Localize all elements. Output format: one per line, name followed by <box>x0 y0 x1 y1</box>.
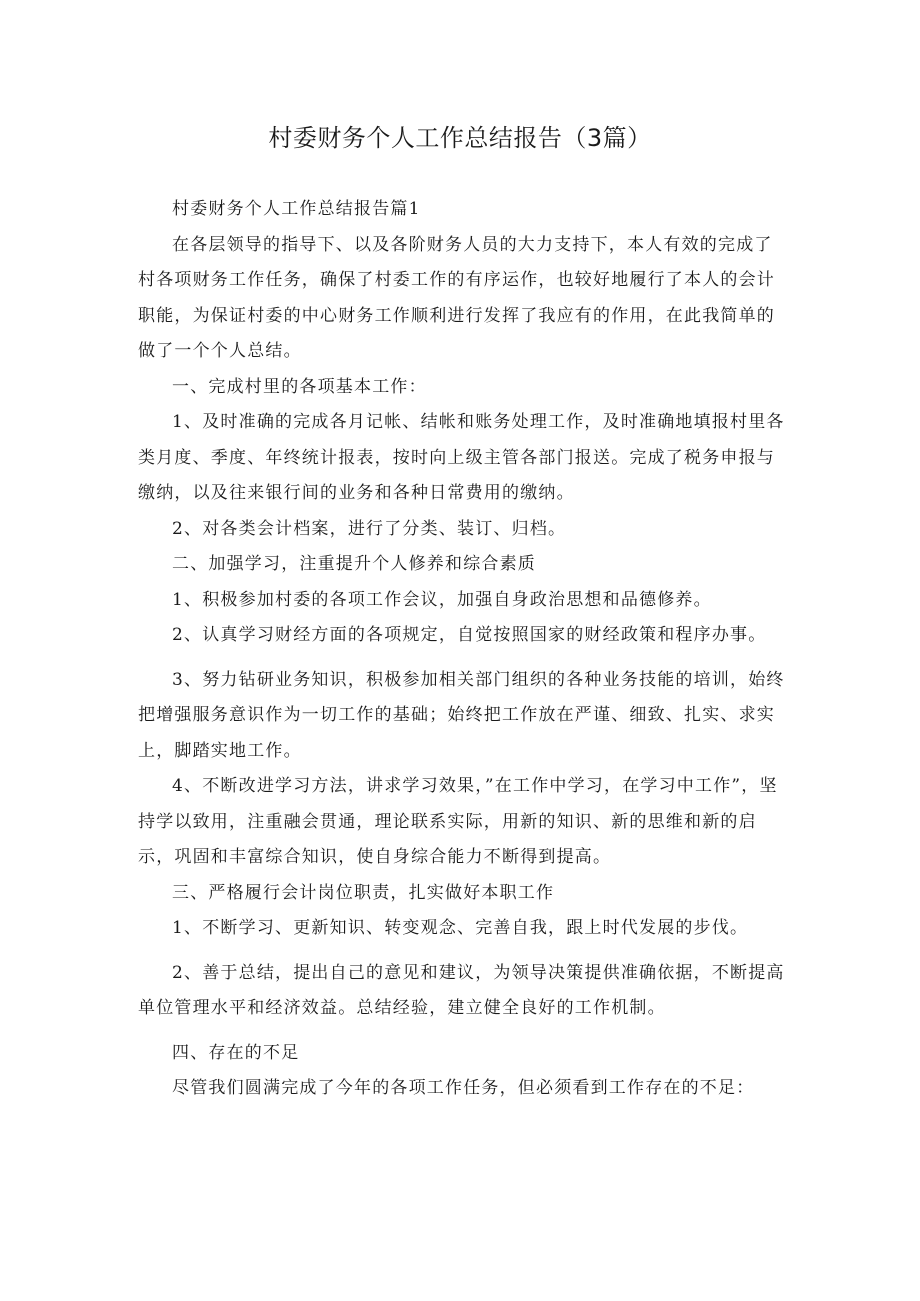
section-heading: 村委财务个人工作总结报告篇1 <box>172 199 421 219</box>
section-heading: 三、严格履行会计岗位职责，扎实做好本职工作 <box>172 882 555 903</box>
paragraph: 2、认真学习财经方面的各项规定，自觉按照国家的财经政策和程序办事。 <box>172 625 767 645</box>
section-heading: 四、存在的不足 <box>172 1042 300 1063</box>
document-title: 村委财务个人工作总结报告（3篇） <box>268 124 652 152</box>
paragraph: 2、对各类会计档案，进行了分类、装订、归档。 <box>172 518 567 539</box>
paragraph: 1、不断学习、更新知识、转变观念、完善自我，跟上时代发展的步伐。 <box>172 918 749 938</box>
paragraph: 1、积极参加村委的各项工作会议，加强自身政治思想和品德修养。 <box>172 589 712 610</box>
paragraph: 4、不断改进学习方法，讲求学习效果，”在工作中学习，在学习中工作”，坚持学以致用，注重融会贯通，理论联系实际，用新的知识、新的思维和新的启示，巩固和丰富综合知识，使自身综合能力不断得到提高。 <box>138 776 778 867</box>
paragraph: 2、善于总结，提出自己的意见和建议，为领导决策提供准确依据，不断提高单位管理水平和经济效益。总结经验，建立健全良好的工作机制。 <box>138 962 785 1018</box>
paragraph: 在各层领导的指导下、以及各阶财务人员的大力支持下，本人有效的完成了村各项财务工作任务，确保了村委工作的有序运作，也较好地履行了本人的会计职能，为保证村委的中心财务工作顺利进行发挥了我应有的作用，在此我简单的做了一个个人总结。 <box>138 234 775 361</box>
paragraph: 3、努力钻研业务知识，积极参加相关部门组织的各种业务技能的培训，始终把增强服务意识作为一切工作的基础；始终把工作放在严谨、细致、扎实、求实上，脚踏实地工作。 <box>138 669 785 761</box>
document-body <box>138 192 786 1107</box>
section-heading: 二、加强学习，注重提升个人修养和综合素质 <box>172 554 536 574</box>
paragraph: 1、及时准确的完成各月记帐、结帐和账务处理工作，及时准确地填报村里各类月度、季度、年终统计报表，按时向上级主管各部门报送。完成了税务申报与缴纳，以及往来银行间的业务和各种日常费用的缴纳。 <box>138 412 785 503</box>
paragraph: 尽管我们圆满完成了今年的各项工作任务，但必须看到工作存在的不足： <box>172 1078 755 1098</box>
section-heading: 一、完成村里的各项基本工作： <box>172 376 427 397</box>
